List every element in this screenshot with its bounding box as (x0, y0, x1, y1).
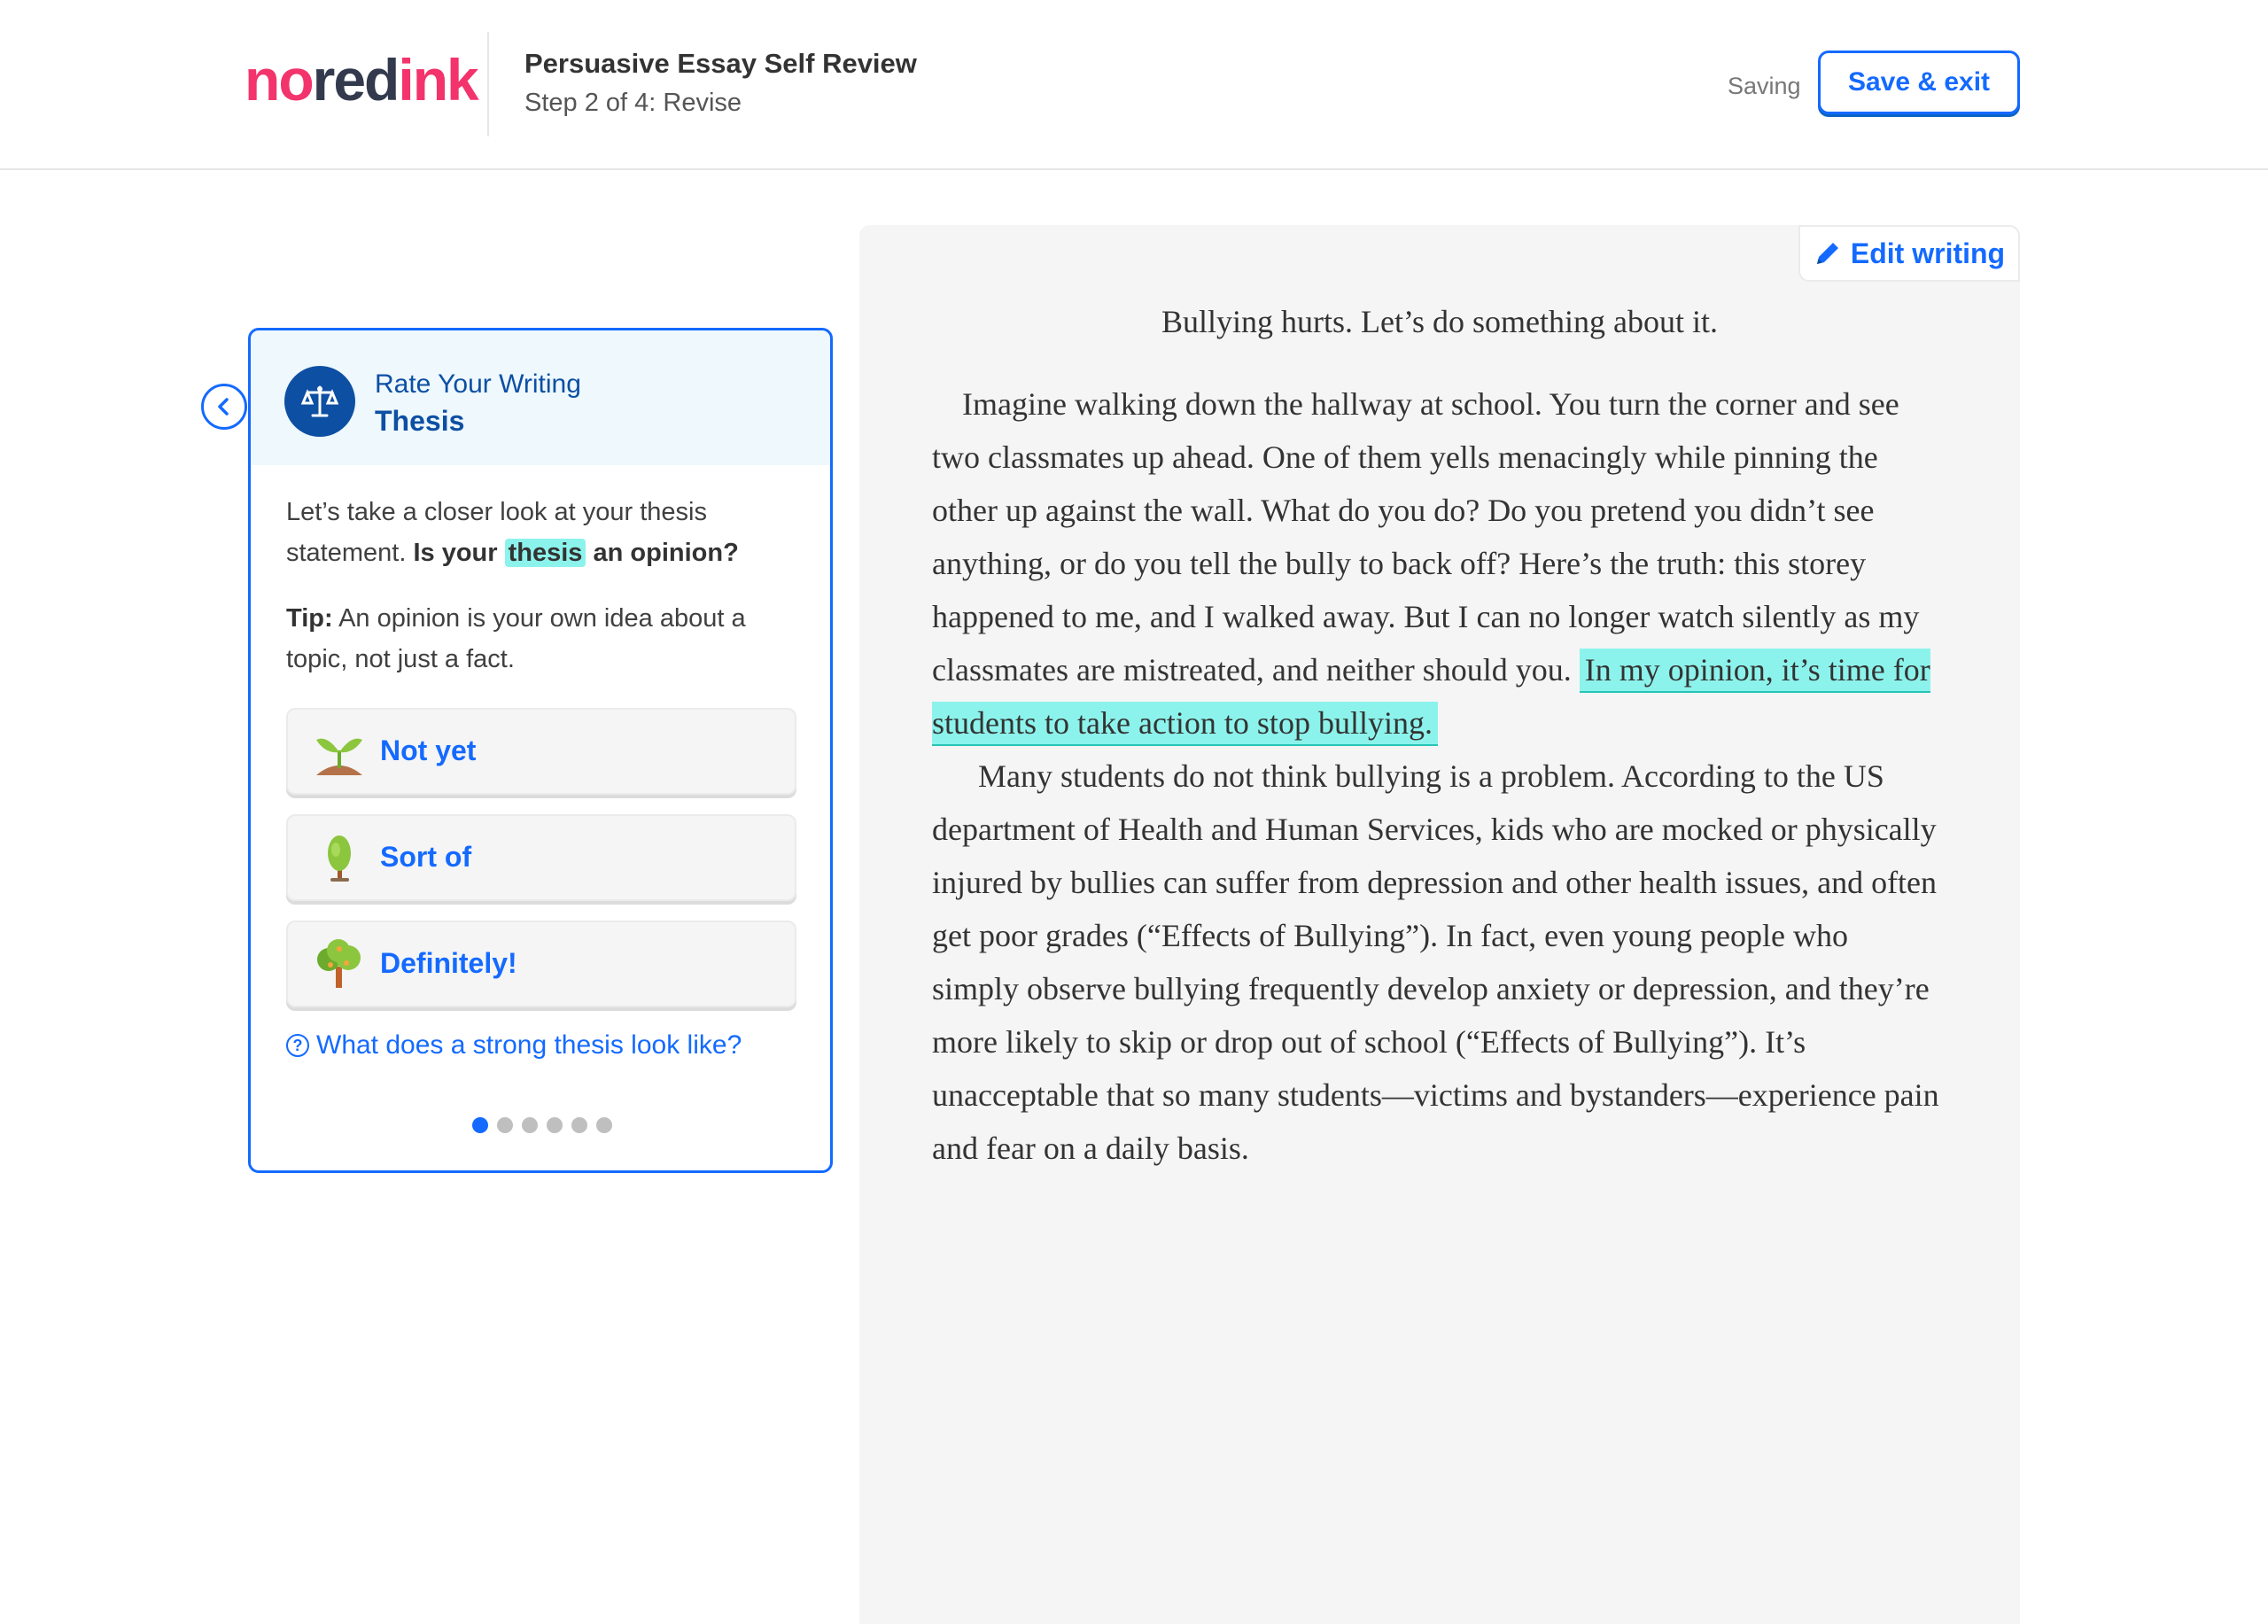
scale-icon (284, 366, 355, 437)
tip-label: Tip: (286, 604, 333, 633)
tip-text (286, 598, 800, 680)
progress-dot (497, 1117, 513, 1133)
progress-dot (522, 1117, 538, 1133)
strong-thesis-help-link[interactable] (286, 1030, 742, 1061)
assignment-step: Step 2 of 4: Revise (524, 89, 742, 117)
rating-option-label: Sort of (380, 841, 472, 873)
assignment-title: Persuasive Essay Self Review (524, 48, 917, 79)
edit-writing-button[interactable] (1798, 225, 2020, 282)
help-link-text: What does a strong thesis look like? (316, 1030, 742, 1060)
prompt-question-part2: an opinion? (593, 539, 739, 567)
question-circle-icon: ? (286, 1034, 309, 1057)
progress-dot (547, 1117, 563, 1133)
previous-button[interactable] (201, 384, 247, 430)
save-and-exit-button[interactable]: Save & exit (1818, 51, 2020, 114)
essay-paragraph-1 (932, 377, 1942, 750)
essay-panel (859, 225, 2020, 1624)
saving-status: Saving (1728, 73, 1801, 99)
paragraph-text: Imagine walking down the hallway at school. You turn the corner and see two classmates up ahead. One of them yells menacingly while pinning the other up against the wall. What do you do? Do you pretend you didn’t see anything, or do you tell the bully to back off? Here’s the truth: this storey happened to me, and I walked away. But I can no longer watch silently as my classmates are mistreated, and neither should you. (932, 386, 1920, 688)
rating-option-definitely[interactable] (286, 921, 796, 1007)
rating-option-label: Not yet (380, 734, 477, 766)
panel-header (251, 330, 830, 465)
essay-body (932, 377, 1942, 1175)
tip-body: An opinion is your own idea about a topic, not just a fact. (286, 604, 746, 673)
rating-option-not-yet[interactable] (286, 708, 796, 795)
pencil-icon (1814, 239, 1842, 268)
small-tree-icon (313, 832, 366, 885)
top-bar (0, 0, 2268, 170)
prompt-text (286, 492, 800, 573)
panel-title: Thesis (375, 405, 465, 437)
progress-dot-active (472, 1117, 488, 1133)
big-tree-icon (313, 938, 366, 991)
edit-writing-label: Edit writing (1850, 237, 2006, 269)
essay-title: Bullying hurts. Let’s do something about it. (1161, 304, 1718, 339)
sprout-icon (313, 726, 366, 779)
thesis-highlight-word: thesis (505, 539, 586, 567)
chevron-left-icon (214, 397, 234, 416)
prompt-question-part1: Is your (413, 539, 498, 567)
header-divider (487, 32, 489, 136)
rating-option-sort-of[interactable] (286, 814, 796, 901)
essay-paragraph-2: Many students do not think bullying is a problem. According to the US department of Health and Human Services, kids who are mocked or physically injured by bullies can suffer from depression and other health issues, and often get poor grades (“Effects of Bullying”). In fact, even young people who simply observe bullying frequently develop anxiety or depression, and they’re more likely to skip or drop out of school (“Effects of Bullying”). It’s unacceptable that so many students—victims and bystanders—experience pain and fear on a daily basis. (932, 758, 1939, 1166)
progress-dots (472, 1117, 621, 1133)
noredink-logo[interactable] (245, 44, 478, 115)
rating-option-label: Definitely! (380, 947, 517, 979)
progress-dot (571, 1117, 587, 1133)
panel-body (286, 492, 800, 704)
thesis-highlight: In my opinion, it’s time for students to take action to stop bullying. (932, 649, 1930, 746)
logo-part-ink: ink (398, 47, 478, 113)
prompt-lead: Let’s take a closer look at your thesis statement. (286, 498, 707, 567)
logo-part-no: no (245, 47, 313, 113)
rating-options (286, 708, 796, 1027)
progress-dot (596, 1117, 612, 1133)
panel-kicker: Rate Your Writing (375, 369, 581, 399)
rate-writing-panel (248, 328, 833, 1173)
logo-part-red: red (312, 47, 399, 113)
